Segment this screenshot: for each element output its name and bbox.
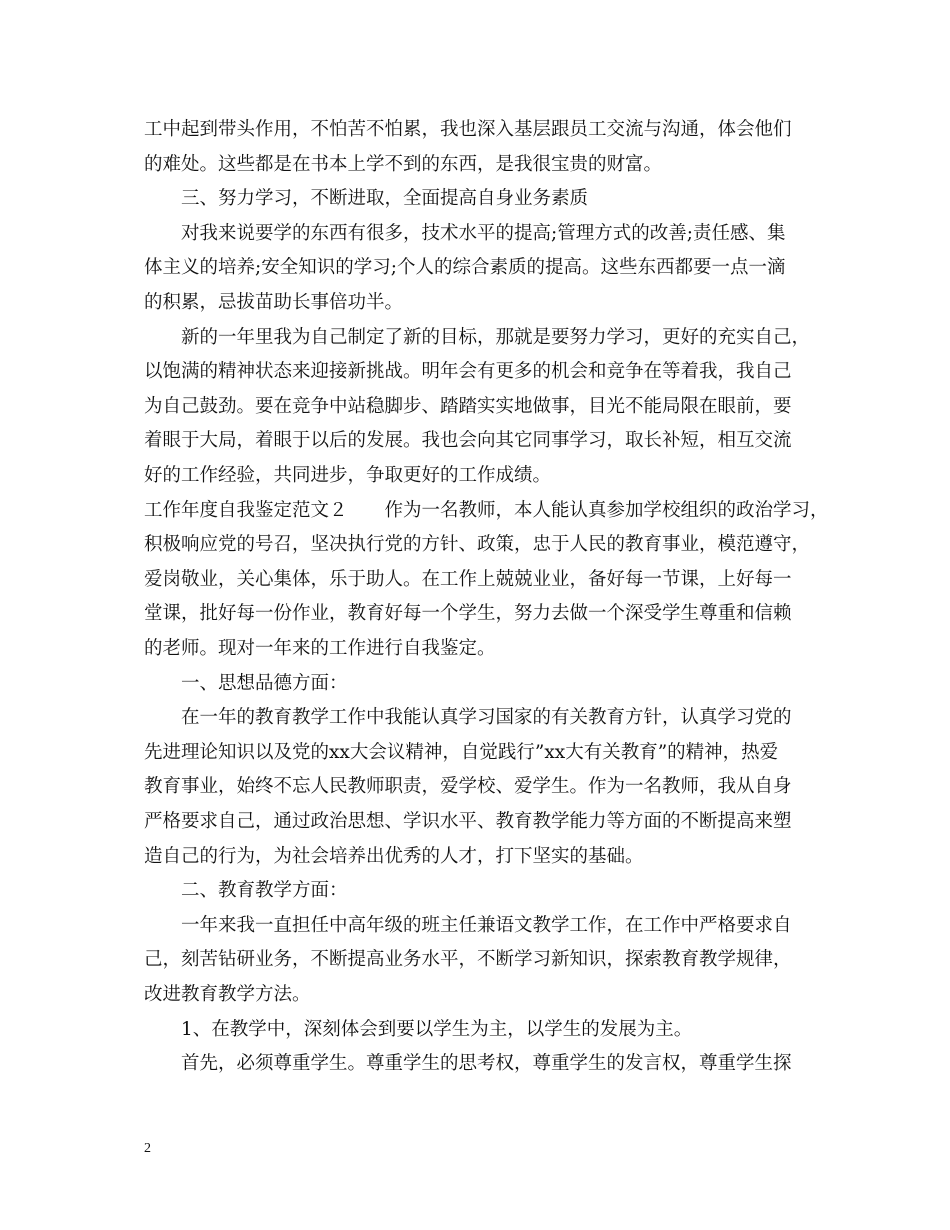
text-line: 三、努力学习，不断进取，全面提高自身业务素质 [144, 188, 589, 210]
text-line: 爱岗敬业，关心集体，乐于助人。在工作上兢兢业业，备好每一节课，上好每一 [144, 568, 792, 590]
text-line: 工中起到带头作用，不怕苦不怕累，我也深入基层跟员工交流与沟通，体会他们 [144, 119, 792, 140]
text-line: 的难处。这些都是在书本上学不到的东西，是我很宝贵的财富。 [144, 153, 663, 175]
text-line: 为自己鼓劲。要在竞争中站稳脚步、踏踏实实地做事，目光不能局限在眼前，要 [144, 395, 792, 417]
text-line: 堂课，批好每一份作业，教育好每一个学生，努力去做一个深受学生尊重和信赖 [144, 603, 792, 625]
text-line: 一、思想品德方面： [144, 672, 348, 694]
text-line: 先进理论知识以及党的xx大会议精神，自觉践行”xx大有关教育”的精神，热爱 [144, 741, 779, 763]
text-line: 积极响应党的号召，坚决执行党的方针、政策，忠于人民的教育事业，模范遵守， [144, 534, 811, 556]
text-line: 己，刻苦钻研业务，不断提高业务水平，不断学习新知识，探索教育教学规律， [144, 949, 792, 971]
text-line: 的老师。现对一年来的工作进行自我鉴定。 [144, 638, 496, 659]
page-number: 2 [144, 1141, 151, 1156]
text-line: 对我来说要学的东西有很多，技术水平的提高;管理方式的改善;责任感、集 [144, 222, 786, 244]
text-line: 改进教育教学方法。 [144, 984, 311, 1005]
text-line: 以饱满的精神状态来迎接新挑战。明年会有更多的机会和竞争在等着我，我自己 [144, 361, 792, 383]
text-line: 体主义的培养;安全知识的学习;个人的综合素质的提高。这些东西都要一点一滴 [144, 257, 786, 279]
text-line: 在一年的教育教学工作中我能认真学习国家的有关教育方针，认真学习党的 [144, 707, 792, 729]
text-line: 新的一年里我为自己制定了新的目标，那就是要努力学习，更好的充实自己， [144, 326, 811, 348]
text-line: 教育事业，始终不忘人民教师职责，爱学校、爱学生。作为一名教师，我从自身 [144, 776, 792, 798]
text-line: 严格要求自己，通过政治思想、学识水平、教育教学能力等方面的不断提高来塑 [144, 811, 792, 832]
text-line: 一年来我一直担任中高年级的班主任兼语文教学工作，在工作中严格要求自 [144, 914, 792, 936]
text-line: 着眼于大局，着眼于以后的发展。我也会向其它同事学习，取长补短，相互交流 [144, 430, 792, 452]
text-line: 1、在教学中，深刻体会到要以学生为主，以学生的发展为主。 [144, 1018, 693, 1040]
text-line: 造自己的行为，为社会培养出优秀的人才，打下坚实的基础。 [144, 845, 644, 867]
text-line: 二、教育教学方面： [144, 880, 348, 902]
text-line: 的积累，忌拔苗助长事倍功半。 [144, 292, 404, 313]
text-line: 工作年度自我鉴定范文２ 作为一名教师，本人能认真参加学校组织的政治学习， [144, 499, 829, 521]
text-line: 好的工作经验，共同进步，争取更好的工作成绩。 [144, 465, 552, 486]
text-line: 首先，必须尊重学生。尊重学生的思考权，尊重学生的发言权，尊重学生探 [144, 1053, 792, 1075]
